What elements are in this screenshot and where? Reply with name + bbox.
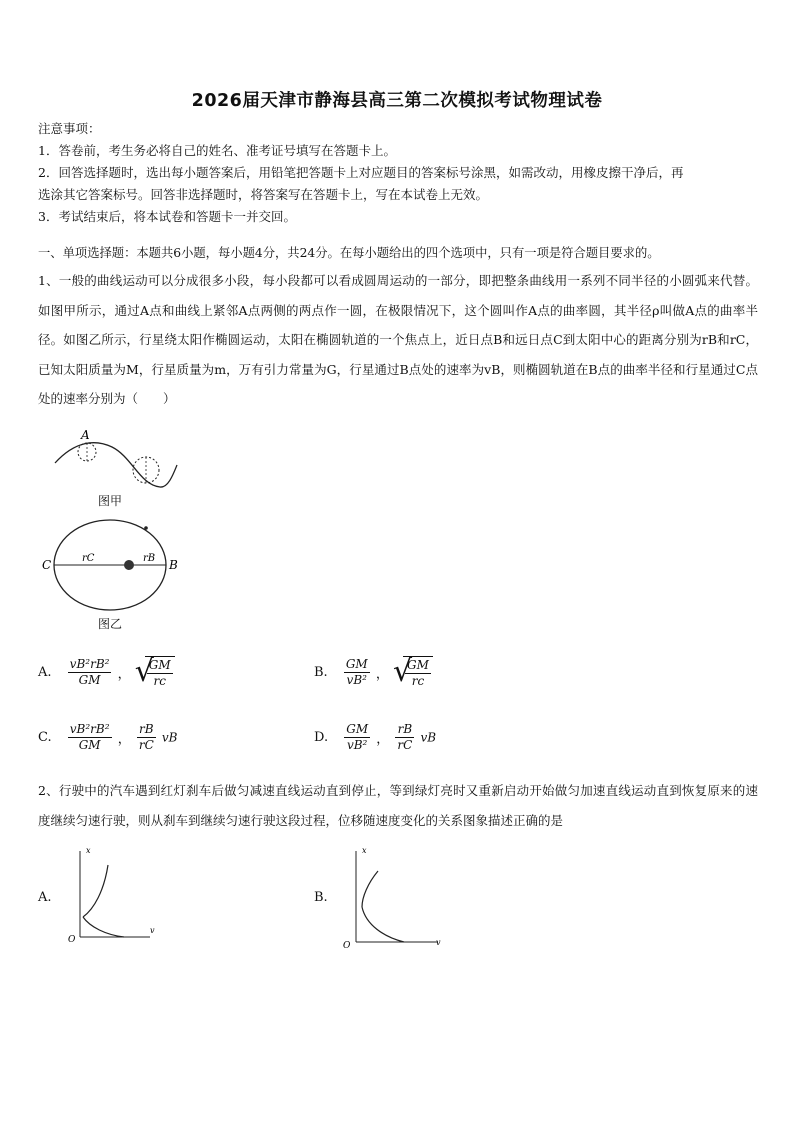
q2-option-a-letter[interactable]: A. <box>38 890 52 905</box>
figure-jia-caption: 图甲 <box>98 494 123 508</box>
sqrt-expr: √ $\frac{GM}{rc}$ <box>135 656 175 689</box>
figure-yi <box>38 518 188 618</box>
axis-y-label: x <box>86 846 91 855</box>
point-a-label: A <box>81 428 90 442</box>
fraction: $\frac{GM}{\text{vB²}}$ <box>346 722 369 752</box>
axis-x-label: v <box>436 938 441 947</box>
ratio: $\frac{rB}{rC}$ <box>397 722 413 752</box>
q2-option-a-graph <box>66 845 166 945</box>
label-c: C <box>42 558 52 572</box>
label-rb: rB <box>143 553 156 564</box>
section-heading: 一、单项选择题：本题共6小题，每小题4分，共24分。在每小题给出的四个选项中，只有一项是符合题目要求的。 <box>38 246 660 260</box>
curve <box>55 443 177 487</box>
question-2-text: 2、行驶中的汽车遇到红灯刹车后做匀减速直线运动直到停止，等到绿灯亮时又重新启动开始做匀加速直线运动直到恢复原来的速度继续匀速行驶，则从刹车到继续匀速行驶这段过程，位移随速度变化的关系图象描述正确的是 <box>38 783 758 828</box>
notice-item-1: 1．答卷前，考生务必将自己的姓名、准考证号填写在答题卡上。 <box>38 143 396 158</box>
fraction: $\frac{\text{vB²rB²}}{GM}$ <box>69 722 110 752</box>
notice-item-2: 2．回答选择题时，选出每小题答案后，用铅笔把答题卡上对应题目的答案标号涂黑，如需改动，用橡皮擦干净后，再 <box>38 165 684 180</box>
sun <box>124 560 134 570</box>
origin-label: O <box>68 935 76 945</box>
page-title: 2026届天津市静海县高三第二次模拟考试物理试卷 <box>191 91 603 111</box>
q1-option-c[interactable]: C. $\frac{\text{vB²rB²}}{GM}$ ， $\frac{rB}{rC}$ vB <box>38 722 178 752</box>
q1-option-b[interactable]: B. $\frac{GM}{\text{vB²}}$ ， √ $\frac{GM}{rc}$ <box>314 656 433 689</box>
option-letter: C. <box>38 730 52 745</box>
q2-option-b-graph <box>340 845 450 950</box>
sqrt-expr: √ $\frac{GM}{rc}$ <box>393 656 433 689</box>
fraction: $\frac{\text{vB²rB²}}{GM}$ <box>69 657 110 687</box>
option-letter: D. <box>314 730 329 745</box>
figure-jia <box>50 425 185 495</box>
q1-option-a[interactable]: A. $\frac{\text{vB²rB²}}{GM}$ ， √ $\frac{GM}{rc}$ <box>38 656 175 689</box>
notice-heading: 注意事项： <box>38 121 101 136</box>
label-b: B <box>169 558 178 572</box>
question-1-text: 1、一般的曲线运动可以分成很多小段，每小段都可以看成圆周运动的一部分，即把整条曲线用一系列不同半径的小圆弧来代替。如图甲所示，通过A点和曲线上紧邻A点两侧的两点作一圆，在极限情况下，这个圆叫作A点的曲率圆，其半径ρ叫做A点的曲率半径。如图乙所示，行星绕太阳作椭圆运动，太阳在椭圆轨道的一个焦点上，近日点B和远日点C到太阳中心的距离分别为rB和rC，已知太阳质量为M，行星质量为m，万有引力常量为G，行星通过B点处的速率为vB，则椭圆轨道在B点的曲率半径和行星通过C点处的速率分别为（ ） <box>38 273 758 406</box>
figure-yi-caption: 图乙 <box>98 617 123 631</box>
axis-y-label: x <box>362 846 367 855</box>
label-rc: rC <box>82 553 95 564</box>
planet <box>144 526 148 530</box>
q2-option-b-letter[interactable]: B. <box>314 890 328 905</box>
q1-option-d[interactable]: D. $\frac{GM}{\text{vB²}}$ ， $\frac{rB}{rC}$ vB <box>314 722 437 752</box>
notice-item-3: 3．考试结束后，将本试卷和答题卡一并交回。 <box>38 209 296 224</box>
origin-label: O <box>343 941 351 951</box>
option-letter: B. <box>314 665 328 680</box>
option-letter: A. <box>38 665 52 680</box>
axis-x-label: v <box>150 926 155 935</box>
fraction: $\frac{GM}{\text{vB²}}$ <box>345 657 368 687</box>
notice-item-2-cont: 选涂其它答案标号。回答非选择题时，将答案写在答题卡上，写在本试卷上无效。 <box>38 187 489 202</box>
ratio: $\frac{rB}{rC}$ <box>138 722 154 752</box>
